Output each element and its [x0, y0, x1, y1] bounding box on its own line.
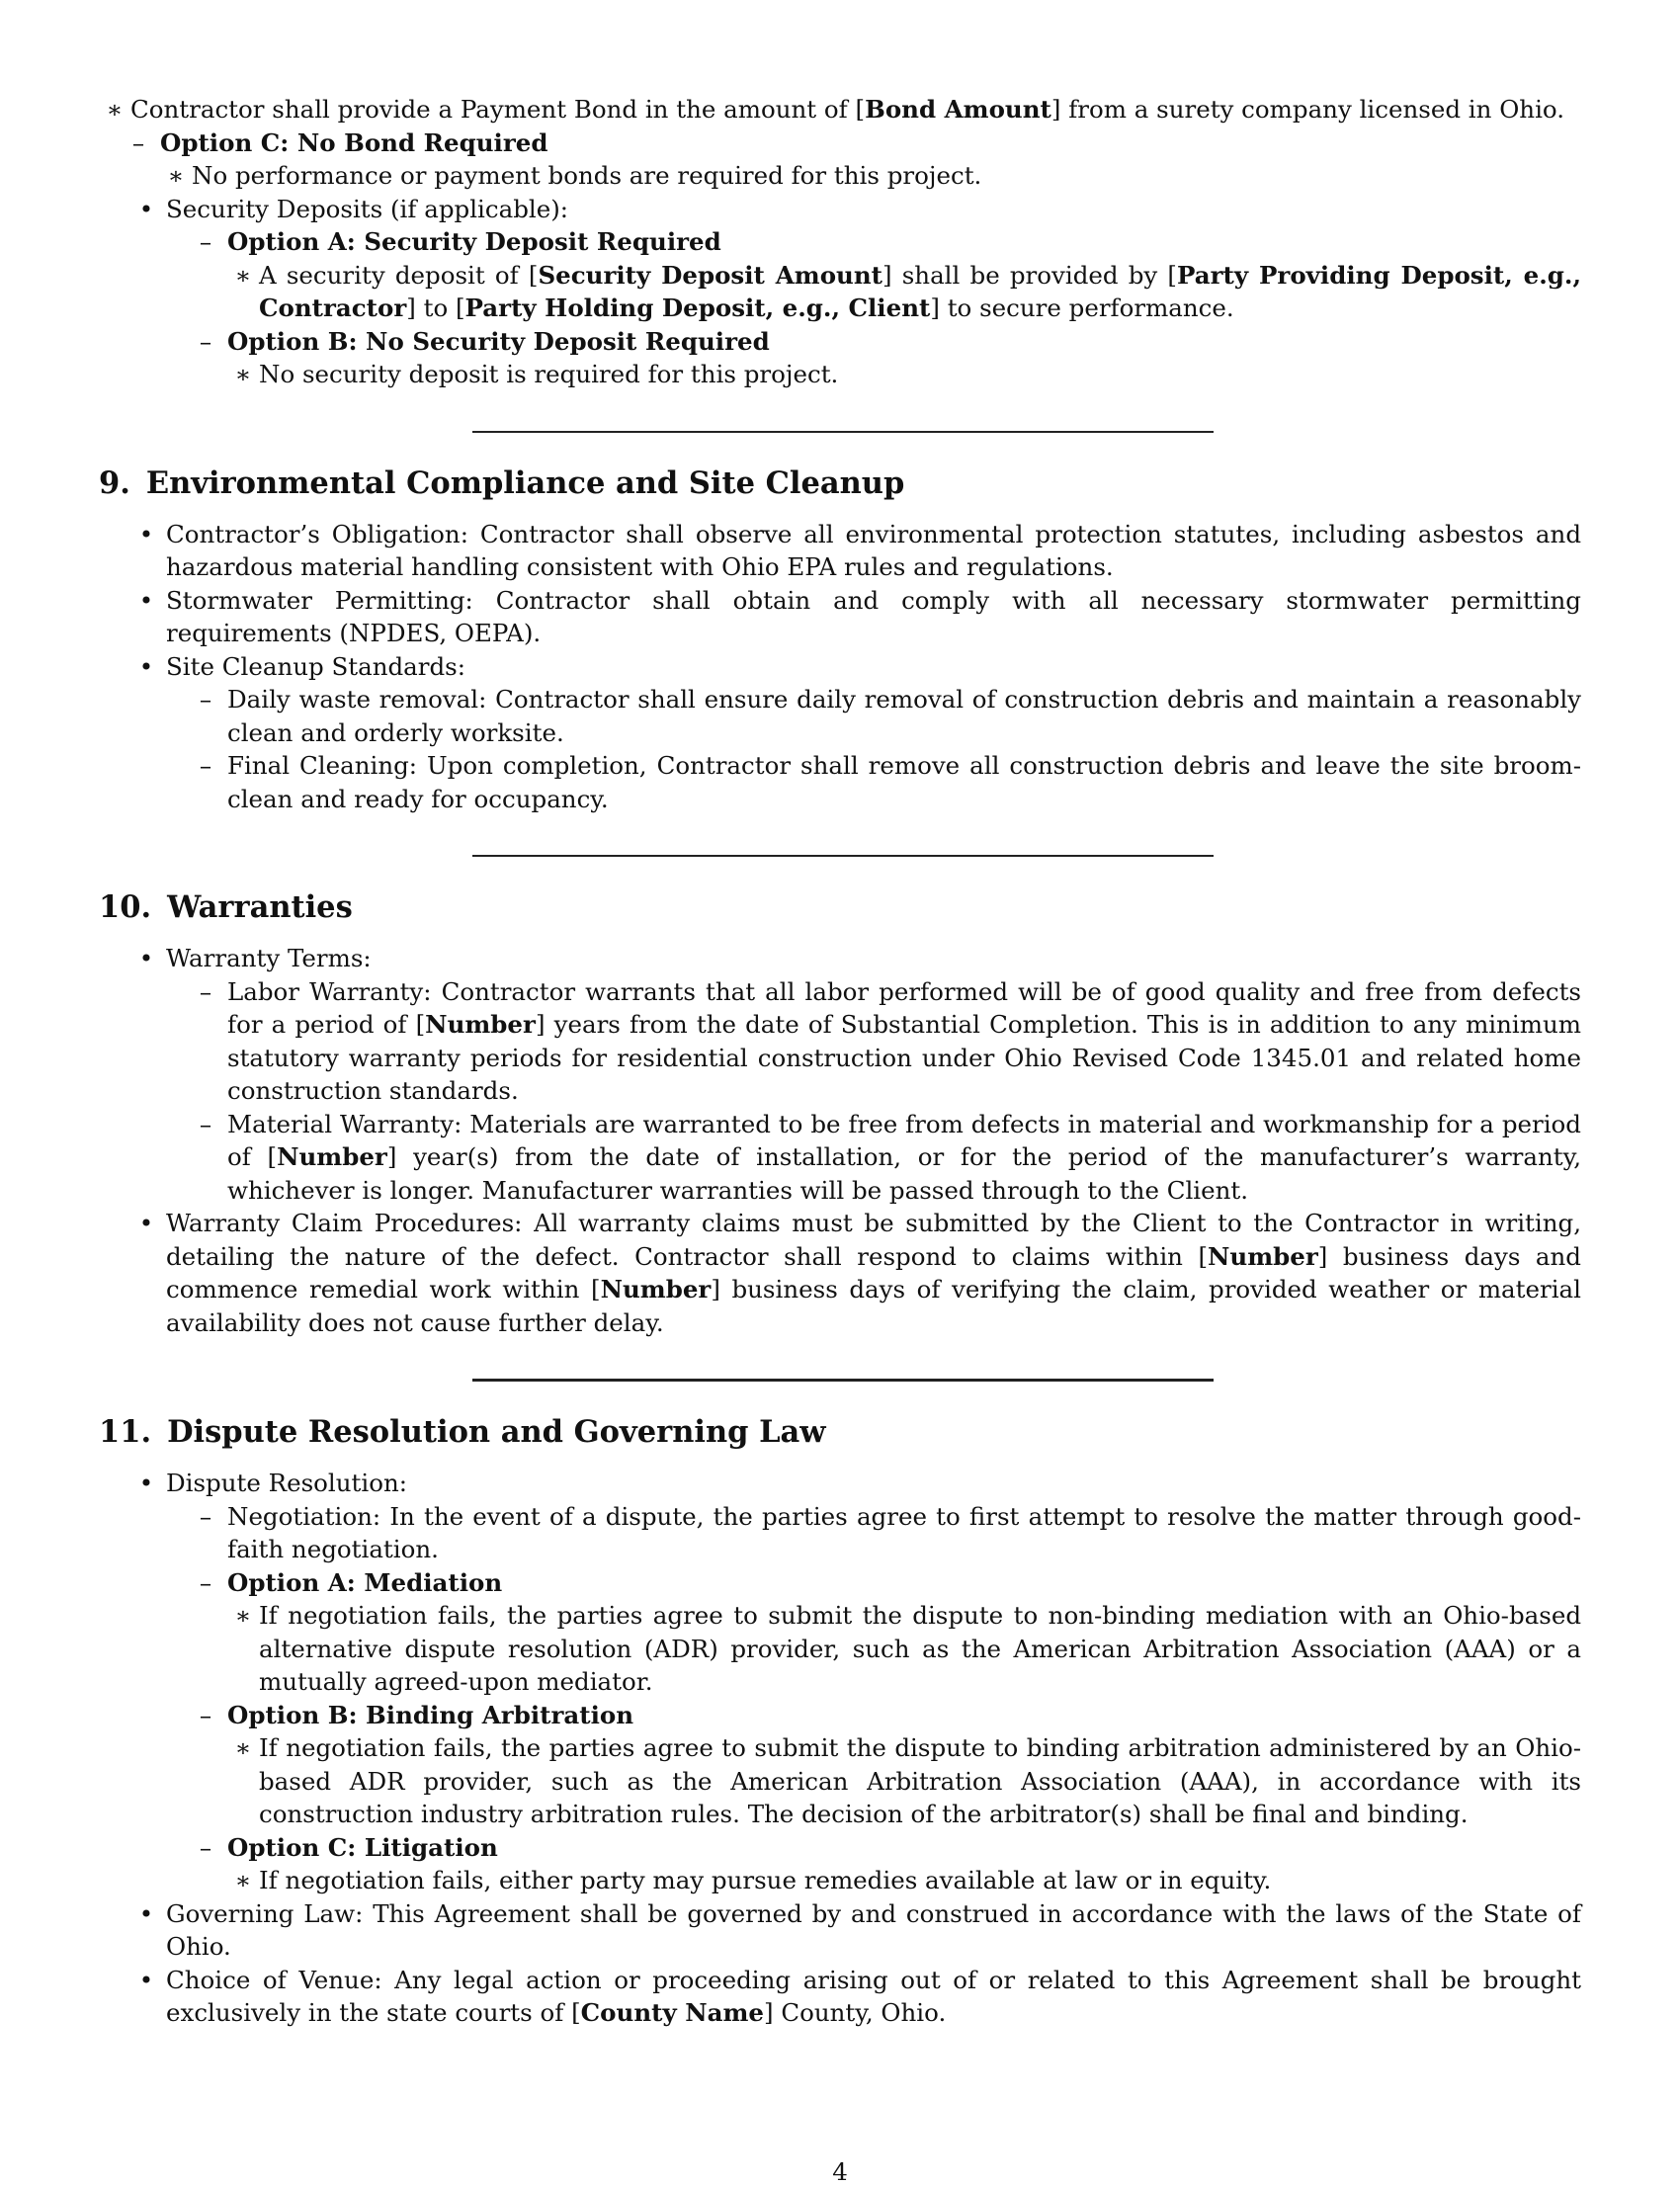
section-8-continued [99, 93, 1581, 391]
bullet-marker: • [138, 194, 154, 223]
option-c-no-bond-text: ∗ No performance or payment bonds are required for this project. [160, 159, 1581, 193]
dash-marker: – [199, 1501, 212, 1531]
dash-marker: – [199, 976, 212, 1006]
star-marker: ∗ [167, 161, 185, 190]
sd-option-a-text: ∗ A security deposit of [Security Deposit Amount] shall be provided by [Party Providing Deposit, e.g., Contractor] to [Party Holding Deposit, e.g., Client] to secure performance. [234, 260, 1581, 322]
star-marker: ∗ [234, 1601, 252, 1630]
contractor-obligation-item: • Contractor’s Obligation: Contractor shall observe all environmental protection statutes, including asbestos and hazardous material handling consistent with Ohio EPA rules and regulations. [99, 518, 1581, 584]
bullet-marker: • [138, 1469, 154, 1497]
dash-marker: – [199, 326, 212, 356]
section-9-heading: 9. Environmental Compliance and Site Cleanup [99, 464, 905, 501]
star-marker: ∗ [234, 1866, 252, 1894]
option-a-mediation: – Option A: Mediation ∗ If negotiation fails, the parties agree to submit the dispute to non-binding mediation with an Ohio-based alternative dispute resolution (ADR) provider, such as the American Arbitration Association (AAA) or a mutually agreed-upon mediator. [166, 1566, 1581, 1699]
bullet-marker: • [138, 1898, 154, 1928]
sd-option-a: – Option A: Security Deposit Required ∗ A security deposit of [Security Deposit Amount] shall be provided by [Party Providing Deposit, e.g., Contractor] to [Party Holding Deposit, e.g., Client] to secure performance. [166, 225, 1581, 325]
option-c-litigation: – Option C: Litigation ∗ If negotiation fails, either party may pursue remedies available at law or in equity. [166, 1831, 1581, 1897]
section-11-list [99, 1467, 1581, 2030]
option-a-mediation-text: ∗ If negotiation fails, the parties agree to submit the dispute to non-binding mediation with an Ohio-based alternative dispute resolution (ADR) provider, such as the American Arbitration Association (AAA) or a mutually agreed-upon mediator. [234, 1601, 1581, 1696]
sd-option-b: – Option B: No Security Deposit Required ∗ No security deposit is required for this project. [166, 325, 1581, 391]
bullet-marker: • [138, 585, 154, 615]
security-deposits-item: • Security Deposits (if applicable): – Option A: Security Deposit Required ∗ A security deposit of [Security Deposit Amount] shall be provided by [Party Providing Deposit, e.g., Contractor] to [Party Holding Deposit, e.g., Client] to secure performance. – Option B: No Security Deposit Required ∗ No security deposit is required for this project. [99, 193, 1581, 391]
bullet-marker: • [138, 519, 154, 548]
option-c-no-bond: – Option C: No Bond Required ∗ No performance or payment bonds are required for this project. [99, 126, 1581, 193]
section-divider [472, 1379, 1214, 1382]
bullet-marker: • [138, 1965, 154, 1994]
bond-amount-placeholder: Bond Amount [865, 95, 1051, 124]
dash-marker: – [131, 127, 145, 157]
payment-bond-item: ∗ Contractor shall provide a Payment Bond in the amount of [Bond Amount] from a surety company licensed in Ohio. [99, 93, 1581, 126]
option-b-arbitration: – Option B: Binding Arbitration ∗ If negotiation fails, the parties agree to submit the dispute to binding arbitration administered by an Ohio-based ADR provider, such as the American Arbitration Association (AAA), in accordance with its construction industry arbitration rules. The decision of the arbitrator(s) shall be final and binding. [166, 1699, 1581, 1831]
section-11-heading: 11. Dispute Resolution and Governing Law [99, 1414, 826, 1450]
dash-marker: – [199, 227, 212, 256]
sd-option-b-text: ∗ No security deposit is required for this project. [227, 358, 1581, 391]
dash-marker: – [199, 1109, 212, 1138]
dash-marker: – [199, 1567, 212, 1597]
document-page [99, 93, 1581, 2030]
section-10-list [99, 942, 1581, 1339]
dash-marker: – [199, 1700, 212, 1729]
dispute-resolution-item: • Dispute Resolution: – Negotiation: In the event of a dispute, the parties agree to first attempt to resolve the matter through good-faith negotiation. – Option A: Mediation ∗ If negotiation fails, the parties agree to submit the dispute to non-binding mediation with an Ohio-based alternative dispute resolution (ADR) provider, such as the American Arbitration Association (AAA) or a mutually agreed-upon mediator. – Option B: Binding Arbitration ∗ If negotiation fails, the parties agree to submit the dispute to binding arbitration administered by an Ohio-based ADR provider, such as the American Arbitration Association (AAA), in accordance with its construction industry arbitration rules. The decision of the arbitrator(s) shall be final and binding. – Option C: Litigation ∗ If negotiation fails, either party may pursue remedies available at law or in equity. [99, 1467, 1581, 1897]
labor-warranty-item: – Labor Warranty: Contractor warrants that all labor performed will be of good quality and free from defects for a period of [Number] years from the date of Substantial Completion. This is in addition to any minimum statutory warranty periods for residential construction under Ohio Revised Code 1345.01 and related home construction standards. [166, 975, 1581, 1108]
final-cleaning-item: – Final Cleaning: Upon completion, Contractor shall remove all construction debris and leave the site broom-clean and ready for occupancy. [166, 749, 1581, 815]
warranty-claim-item: • Warranty Claim Procedures: All warranty claims must be submitted by the Client to the Contractor in writing, detailing the nature of the defect. Contractor shall respond to claims within [Number] business days and commence remedial work within [Number] business days of verifying the claim, provided weather or material availability does not cause further delay. [99, 1207, 1581, 1339]
star-marker: ∗ [106, 95, 124, 124]
star-marker: ∗ [234, 260, 252, 290]
site-cleanup-item: • Site Cleanup Standards: – Daily waste removal: Contractor shall ensure daily removal of construction debris and maintain a reasonably clean and orderly worksite. – Final Cleaning: Upon completion, Contractor shall remove all construction debris and leave the site broom-clean and ready for occupancy. [99, 650, 1581, 816]
section-divider [472, 855, 1214, 857]
option-c-litigation-text: ∗ If negotiation fails, either party may pursue remedies available at law or in equity. [227, 1864, 1581, 1897]
page-number: 4 [832, 2157, 848, 2186]
star-marker: ∗ [234, 1733, 252, 1762]
dash-marker: – [199, 685, 212, 714]
section-divider [472, 431, 1214, 433]
bullet-marker: • [138, 651, 154, 681]
bullet-marker: • [138, 1209, 154, 1237]
section-10-heading: 10. Warranties [99, 889, 353, 925]
warranty-terms-item: • Warranty Terms: – Labor Warranty: Contractor warrants that all labor performed will be of good quality and free from defects for a period of [Number] years from the date of Substantial Completion. This is in addition to any minimum statutory warranty periods for residential construction under Ohio Revised Code 1345.01 and related home construction standards. – Material Warranty: Materials are warranted to be free from defects in material and workmanship for a period of [Number] year(s) from the date of installation, or for the period of the manufacturer’s warranty, whichever is longer. Manufacturer warranties will be passed through to the Client. [99, 942, 1581, 1207]
governing-law-item: • Governing Law: This Agreement shall be governed by and construed in accordance with the laws of the State of Ohio. [99, 1897, 1581, 1964]
dash-marker: – [199, 1832, 212, 1862]
option-b-arbitration-text: ∗ If negotiation fails, the parties agree to submit the dispute to binding arbitration administered by an Ohio-based ADR provider, such as the American Arbitration Association (AAA), in accordance with its construction industry arbitration rules. The decision of the arbitrator(s) shall be final and binding. [234, 1733, 1581, 1828]
daily-waste-item: – Daily waste removal: Contractor shall ensure daily removal of construction debris and maintain a reasonably clean and orderly worksite. [166, 683, 1581, 749]
star-marker: ∗ [234, 360, 252, 388]
stormwater-item: • Stormwater Permitting: Contractor shall obtain and comply with all necessary stormwater permitting requirements (NPDES, OEPA). [99, 584, 1581, 650]
choice-of-venue-item: • Choice of Venue: Any legal action or proceeding arising out of or related to this Agreement shall be brought exclusively in the state courts of [County Name] County, Ohio. [99, 1964, 1581, 2030]
section-9-list [99, 518, 1581, 816]
dash-marker: – [199, 751, 212, 780]
negotiation-item: – Negotiation: In the event of a dispute, the parties agree to first attempt to resolve the matter through good-faith negotiation. [166, 1500, 1581, 1566]
bullet-marker: • [138, 944, 154, 972]
material-warranty-item: – Material Warranty: Materials are warranted to be free from defects in material and workmanship for a period of [Number] year(s) from the date of installation, or for the period of the manufacturer’s warranty, whichever is longer. Manufacturer warranties will be passed through to the Client. [166, 1108, 1581, 1208]
